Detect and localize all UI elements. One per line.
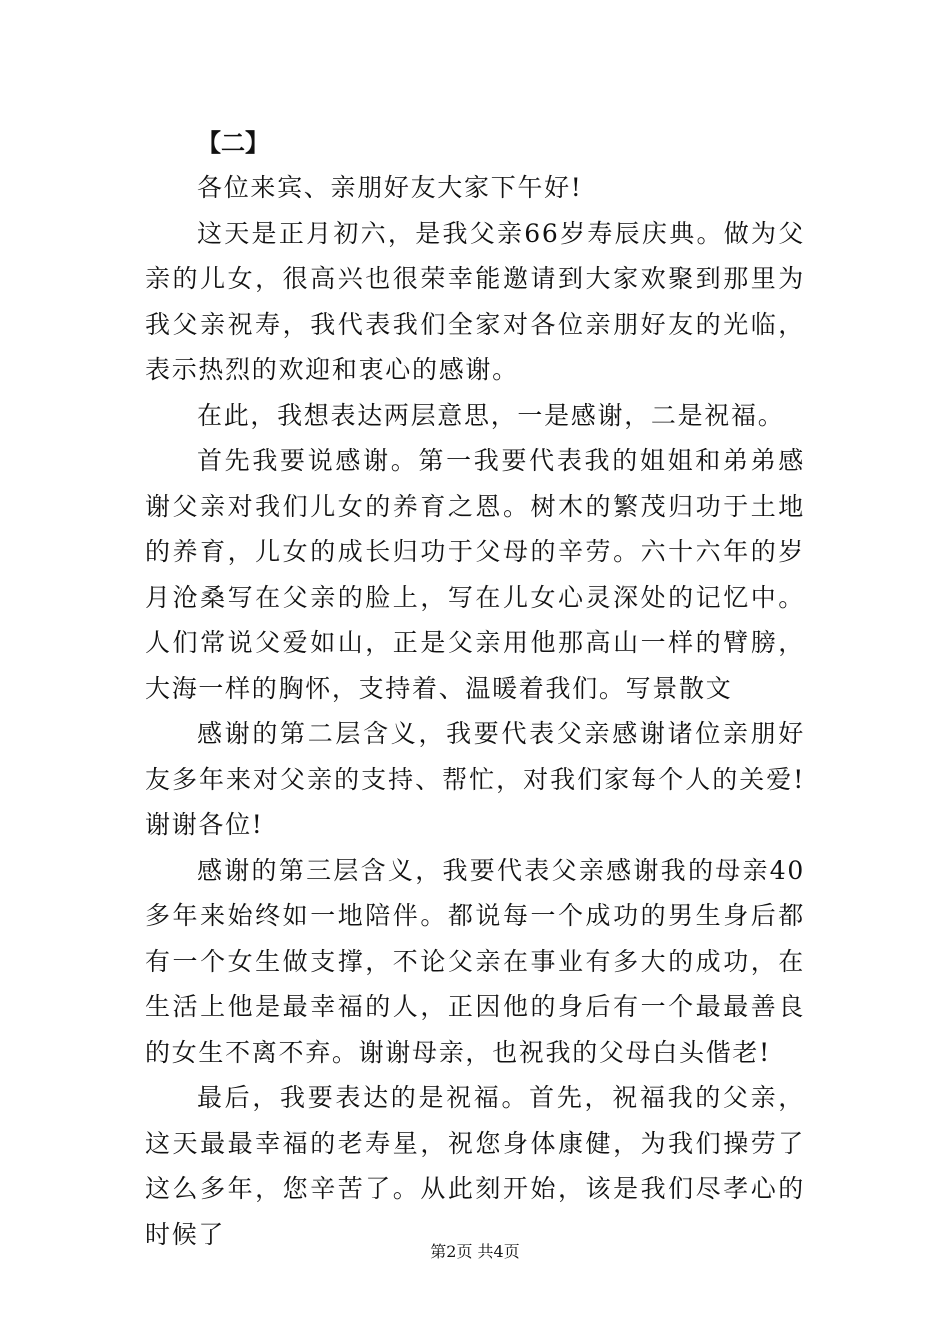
paragraph-two-meanings: 在此，我想表达两层意思，一是感谢，二是祝福。	[197, 400, 785, 430]
page-number-footer: 第2页 共4页	[430, 1242, 520, 1261]
document-body	[145, 120, 805, 1257]
paragraph-thanks-first: 首先我要说感谢。第一我要代表我的姐姐和弟弟感谢父亲对我们儿女的养育之恩。树木的繁茂归功于土地的养育，儿女的成长归功于父母的辛劳。六十六年的岁月沧桑写在父亲的脸上，写在儿女心灵深处的记忆中。人们常说父爱如山，正是父亲用他那高山一样的臂膀，大海一样的胸怀，支持着、温暖着我们。写景散文	[145, 446, 805, 703]
paragraph-occasion: 这天是正月初六，是我父亲66岁寿辰庆典。做为父亲的儿女，很高兴也很荣幸能邀请到大家欢聚到那里为我父亲祝寿，我代表我们全家对各位亲朋好友的光临，表示热烈的欢迎和衷心的感谢。	[145, 218, 805, 384]
section-heading: 【二】	[197, 128, 269, 157]
paragraph-thanks-third: 感谢的第三层含义，我要代表父亲感谢我的母亲40多年来始终如一地陪伴。都说每一个成功的男生身后都有一个女生做支撑，不论父亲在事业有多大的成功，在生活上他是最幸福的人，正因他的身后有一个最最善良的女生不离不弃。谢谢母亲，也祝我的父母白头偕老!	[145, 855, 805, 1067]
paragraph-thanks-second: 感谢的第二层含义，我要代表父亲感谢诸位亲朋好友多年来对父亲的支持、帮忙，对我们家每个人的关爱!谢谢各位!	[145, 719, 805, 839]
paragraph-blessing: 最后，我要表达的是祝福。首先，祝福我的父亲，这天最最幸福的老寿星，祝您身体康健，为我们操劳了这么多年，您辛苦了。从此刻开始，该是我们尽孝心的时候了	[145, 1083, 805, 1249]
paragraph-greeting: 各位来宾、亲朋好友大家下午好!	[197, 173, 583, 202]
